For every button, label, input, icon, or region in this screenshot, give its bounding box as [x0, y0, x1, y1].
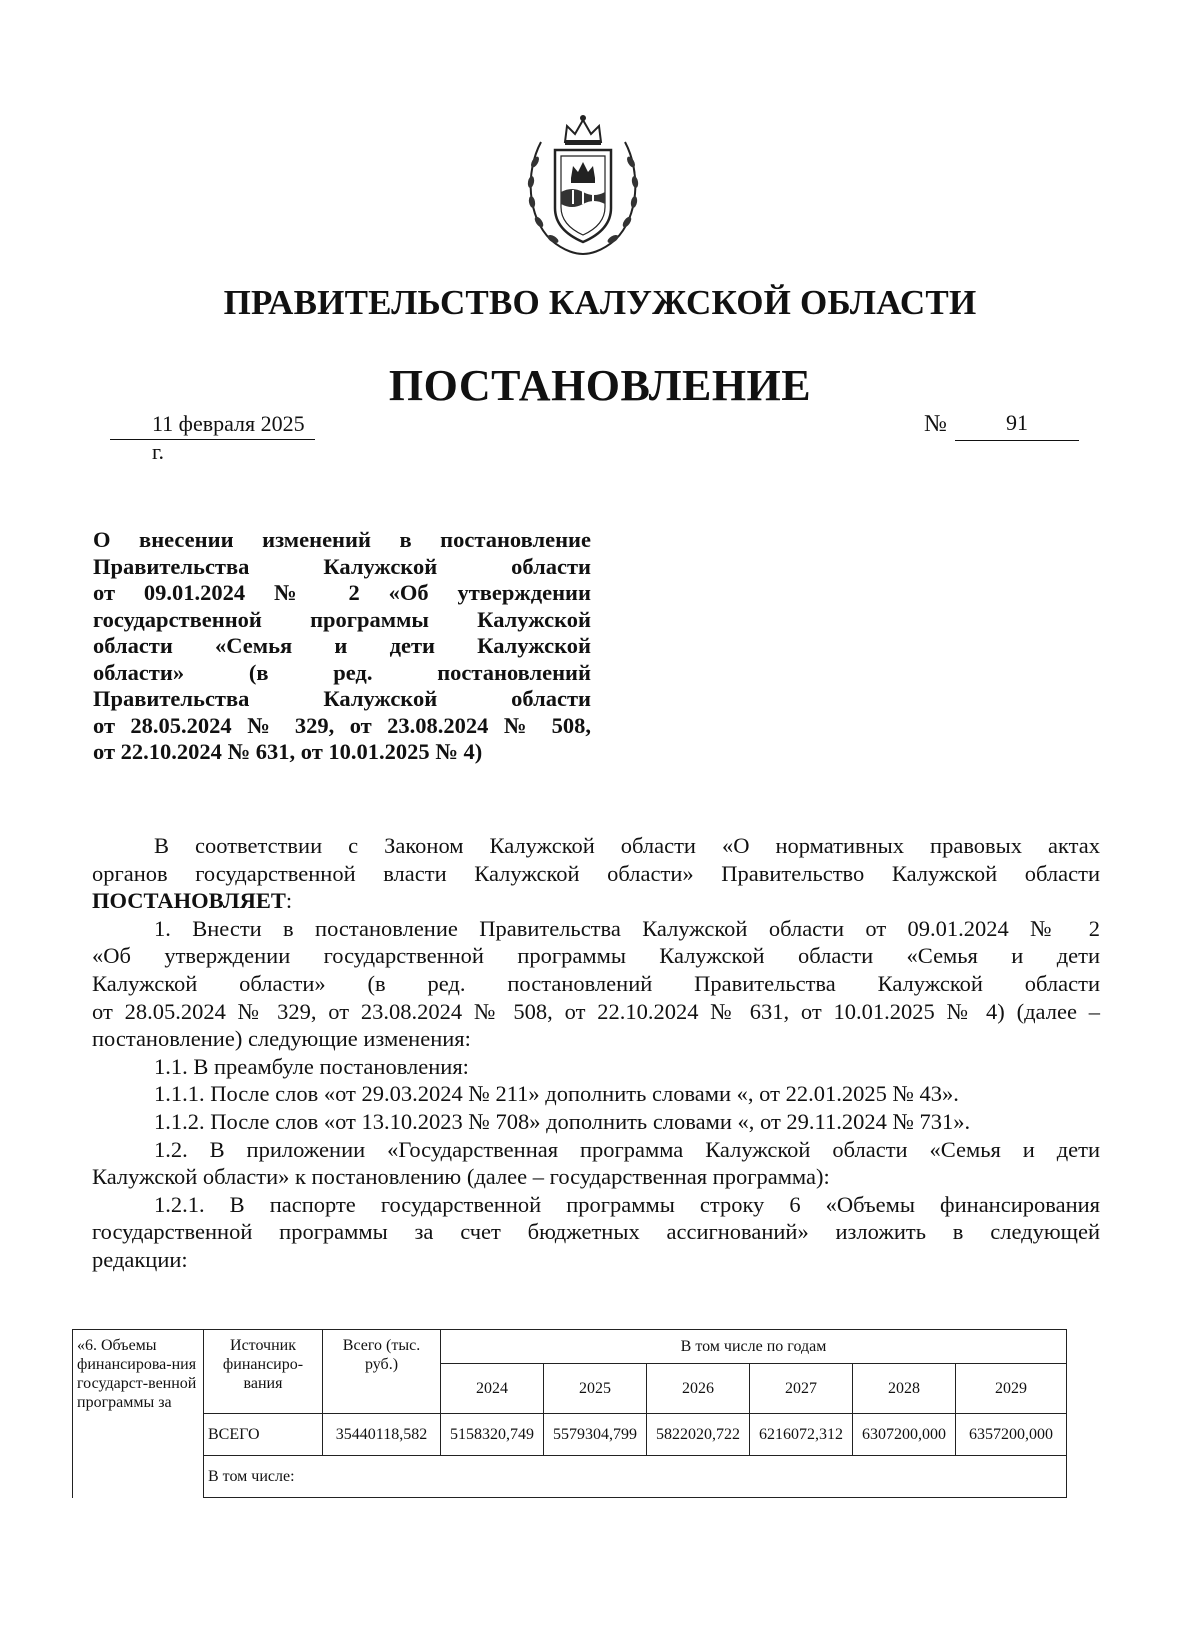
year-value: 6216072,312 — [750, 1414, 853, 1456]
document-date: 11 февраля 2025 г. — [110, 410, 315, 440]
document-subject — [93, 527, 591, 766]
subject-line: Правительства Калужской области — [93, 553, 591, 579]
total-row-label: ВСЕГО — [204, 1414, 323, 1456]
coat-of-arms-icon — [521, 112, 645, 258]
document-body — [92, 832, 1100, 1274]
item1-2-1-line: 1.2.1. В паспорте государственной программы строку 6 «Объемы финансирования — [154, 1191, 1100, 1217]
year-header: 2025 — [544, 1364, 647, 1414]
item1-2-1-line: государственной программы за счет бюджетных ассигнований» изложить в следующей — [92, 1219, 1100, 1245]
year-header: 2029 — [956, 1364, 1067, 1414]
document-type: ПОСТАНОВЛЕНИЕ — [388, 361, 812, 410]
preamble-line: органов государственной власти Калужской области» Правительство Калужской области — [92, 860, 1100, 886]
year-value: 6357200,000 — [956, 1414, 1067, 1456]
number-label: № — [924, 411, 947, 437]
year-value: 6307200,000 — [853, 1414, 956, 1456]
resolves-line — [92, 887, 1100, 915]
year-value: 5579304,799 — [544, 1414, 647, 1456]
subject-line: государственной программы Калужской — [93, 606, 591, 632]
year-header: 2027 — [750, 1364, 853, 1414]
year-header: 2026 — [647, 1364, 750, 1414]
subject-line: О внесении изменений в постановление — [93, 527, 591, 552]
item1-line: «Об утверждении государственной программы Калужской области «Семья и дети — [92, 943, 1100, 969]
item1-2-line: Калужской области» к постановлению (далее – государственная программа): — [92, 1164, 830, 1190]
resolves-suffix: : — [285, 888, 293, 914]
item-1-1-2: 1.1.2. После слов «от 13.10.2023 № 708» дополнить словами «, от 29.11.2024 № 731». — [154, 1108, 971, 1134]
item1-2-1-line: редакции: — [92, 1246, 188, 1272]
year-value: 5822020,722 — [647, 1414, 750, 1456]
years-header: В том числе по годам — [441, 1330, 1067, 1364]
source-header: Источник финансиро-вания — [204, 1330, 323, 1414]
resolves-word: ПОСТАНОВЛЯЕТ — [92, 888, 286, 914]
subject-line: области» (в ред. постановлений — [93, 659, 591, 685]
item1-line: постановление) следующие изменения: — [92, 1026, 471, 1052]
total-header: Всего (тыс. руб.) — [323, 1330, 441, 1414]
subject-line: от 28.05.2024 № 329, от 23.08.2024 № 508, — [93, 712, 591, 738]
year-value: 5158320,749 — [441, 1414, 544, 1456]
item1-line: 1. Внести в постановление Правительства Калужской области от 09.01.2024 № 2 — [154, 915, 1100, 941]
item-1-1-1: 1.1.1. После слов «от 29.03.2024 № 211» дополнить словами «, от 22.01.2025 № 43». — [154, 1081, 959, 1107]
item-1-1: 1.1. В преамбуле постановления: — [154, 1053, 469, 1079]
including-row: В том числе: — [204, 1456, 1067, 1498]
financing-table — [72, 1329, 1067, 1498]
item1-line: Калужской области» (в ред. постановлений Правительства Калужской области — [92, 970, 1100, 996]
year-header: 2028 — [853, 1364, 956, 1414]
government-title: ПРАВИТЕЛЬСТВО КАЛУЖСКОЙ ОБЛАСТИ — [223, 283, 977, 322]
subject-line: от 09.01.2024 № 2 «Об утверждении — [93, 580, 591, 605]
item1-line: от 28.05.2024 № 329, от 23.08.2024 № 508, от 22.10.2024 № 631, от 10.01.2025 № 4) (далее – — [92, 998, 1100, 1024]
document-number: 91 — [955, 410, 1079, 441]
preamble-line: В соответствии с Законом Калужской области «О нормативных правовых актах — [154, 833, 1100, 858]
subject-line: Правительства Калужской области — [93, 686, 591, 711]
item1-2-line: 1.2. В приложении «Государственная программа Калужской области «Семья и дети — [154, 1136, 1100, 1162]
subject-line: области «Семья и дети Калужской — [93, 633, 591, 658]
total-value: 35440118,582 — [323, 1414, 441, 1456]
subject-line: от 22.10.2024 № 631, от 10.01.2025 № 4) — [93, 739, 483, 764]
year-header: 2024 — [441, 1364, 544, 1414]
row-label-cell: «6. Объемы финансирова-ния государст-венной программы за — [73, 1330, 204, 1498]
